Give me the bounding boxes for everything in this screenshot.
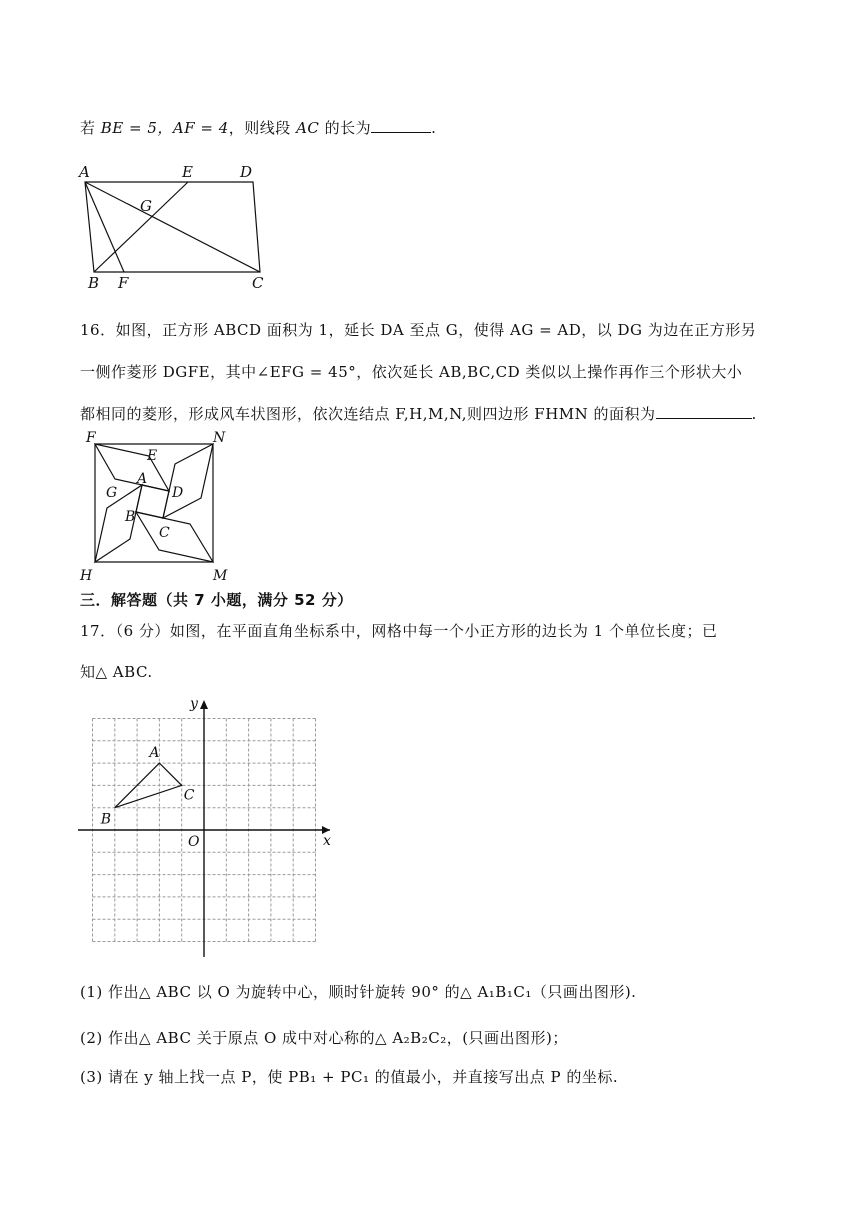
- q17-part-2: (2) 作出△ ABC 关于原点 O 成中对心称的△ A₂B₂C₂，(只画出图形)；: [80, 1029, 568, 1047]
- q16-end: .: [751, 405, 757, 423]
- label-b: B: [125, 509, 136, 525]
- rhombus-bottom: [136, 512, 213, 562]
- q17-part-3: (3) 请在 y 轴上找一点 P，使 PB₁ + PC₁ 的值最小，并直接写出点 P 的坐标.: [80, 1068, 619, 1086]
- q16-line-3-text: 都相同的菱形，形成风车状图形，依次连结点 F,H,M,N,则四边形 FHMN 的面积为: [80, 405, 656, 423]
- q15-answer-blank[interactable]: [371, 118, 431, 133]
- segment-ac: [85, 182, 260, 272]
- rhombus-right: [163, 444, 213, 518]
- label-d: D: [240, 163, 253, 181]
- label-g: G: [140, 197, 152, 215]
- label-y-axis: y: [190, 696, 198, 712]
- label-e: E: [147, 448, 158, 464]
- q17-line-1: 17．（6 分）如图，在平面直角坐标系中，网格中每一个小正方形的边长为 1 个单位长度；已: [80, 622, 718, 640]
- q15-segment-ac: AC: [296, 119, 320, 137]
- label-origin: O: [188, 834, 200, 850]
- q15-end: .: [431, 119, 437, 137]
- label-a: A: [79, 163, 90, 181]
- label-a: A: [149, 745, 160, 762]
- q17-coordinate-grid-figure: [60, 690, 350, 965]
- label-d: D: [172, 485, 184, 501]
- q15-mid: ，则线段: [228, 119, 297, 137]
- q15-suffix: 的长为: [319, 119, 372, 137]
- label-f: F: [86, 430, 96, 446]
- label-e: E: [182, 163, 193, 181]
- label-g: G: [106, 485, 118, 501]
- label-m: M: [213, 568, 228, 584]
- q15-given-values: BE = 5，AF = 4: [100, 119, 229, 137]
- y-axis-arrow-icon: [200, 700, 208, 709]
- q16-line-3: [80, 403, 757, 424]
- label-c: C: [183, 787, 195, 804]
- label-c: C: [252, 274, 264, 292]
- label-x-axis: x: [323, 833, 331, 849]
- q15-parallelogram-figure: [76, 160, 286, 295]
- q16-windmill-figure: [78, 427, 238, 587]
- label-f: F: [118, 274, 129, 292]
- label-h: H: [80, 568, 93, 584]
- q15-question-line: [80, 117, 436, 138]
- q16-line-2: 一侧作菱形 DGFE，其中∠EFG = 45°，依次延长 AB,BC,CD 类似以上操作再作三个形状大小: [80, 363, 743, 381]
- segment-af: [85, 182, 124, 272]
- label-b: B: [100, 811, 112, 828]
- segment-be: [94, 182, 188, 272]
- q16-answer-blank[interactable]: [656, 404, 752, 419]
- label-b: B: [88, 274, 100, 292]
- label-n: N: [213, 430, 226, 446]
- q16-line-1: 16．如图，正方形 ABCD 面积为 1，延长 DA 至点 G，使得 AG = AD，以 DG 为边在正方形另: [80, 321, 757, 339]
- q17-line-2: 知△ ABC.: [80, 663, 153, 681]
- q17-part-1: (1) 作出△ ABC 以 O 为旋转中心，顺时针旋转 90° 的△ A₁B₁C₁（只画出图形).: [80, 983, 637, 1001]
- rhombus-top: [95, 444, 169, 491]
- q15-prefix: 若: [80, 119, 101, 137]
- label-a: A: [137, 471, 148, 487]
- section-3-heading: 三．解答题（共 7 小题，满分 52 分）: [80, 591, 353, 609]
- label-c: C: [159, 525, 170, 541]
